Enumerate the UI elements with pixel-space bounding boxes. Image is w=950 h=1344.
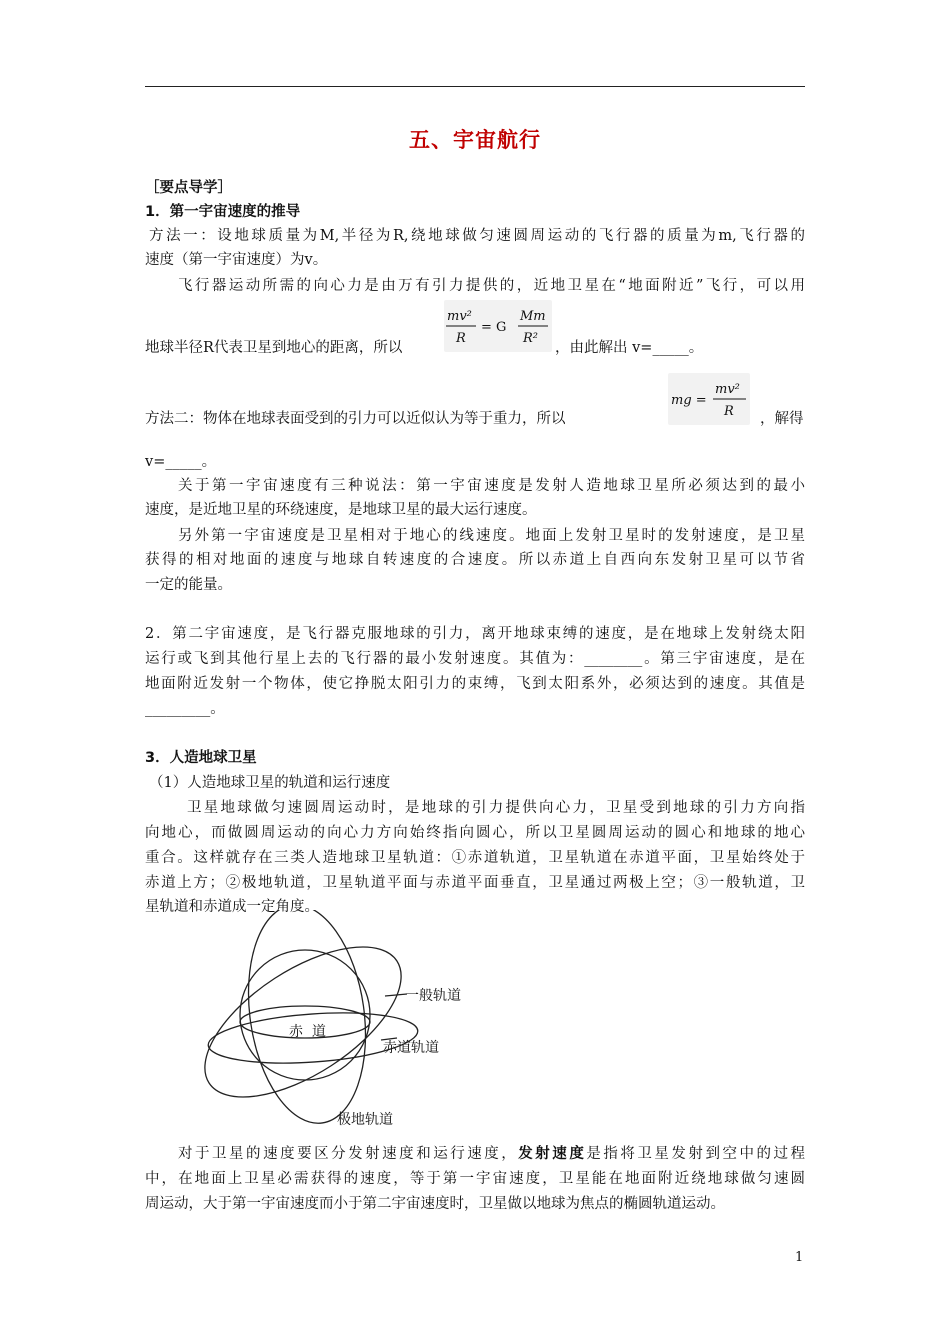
paragraph-second-cosmic-line3: 地面附近发射一个物体，使它挣脱太阳引力的束缚，飞到太阳系外，必须达到的速度。其值是 [145, 676, 805, 692]
paragraph-launch-velocity-line2: 获得的相对地面的速度与地球自转速度的合速度。所以赤道上自西向东发射卫星可以节省 [145, 552, 805, 568]
paragraph-method-one-line2: 速度（第一宇宙速度）为v。 [145, 252, 328, 268]
subheading-orbit-and-speed: （1）人造地球卫星的轨道和运行速度 [149, 775, 391, 791]
heading-first-cosmic-velocity: 1．第一宇宙速度的推导 [145, 204, 301, 220]
label-general-orbit: 一般轨道 [405, 988, 461, 1004]
paragraph-orbits-line4: 赤道上方；②极地轨道，卫星轨道平面与赤道平面垂直，卫星通过两极上空；③一般轨道，卫 [145, 875, 805, 891]
formula-f2-lhs: mg = [671, 393, 707, 408]
paragraph-orbits-line5: 星轨道和赤道成一定角度。 [145, 899, 319, 915]
paragraph-launch-speed-line1 [178, 1144, 805, 1164]
formula-gravity-equals-centripetal [444, 300, 552, 352]
paragraph-method-one-line1: 方法一：设地球质量为M,半径为R,绕地球做匀速圆周运动的飞行器的质量为m,飞行器的 [149, 228, 805, 244]
header-rule [145, 86, 805, 87]
satellite-orbits-figure [185, 910, 485, 1135]
paragraph-second-cosmic-line4: _________。 [145, 701, 225, 717]
polar-orbit-ellipse [235, 910, 379, 1131]
paragraph-centripetal-line1: 飞行器运动所需的向心力是由万有引力提供的，近地卫星在“地面附近”飞行，可以用 [178, 278, 805, 294]
paragraph-centripetal-line2-left: 地球半径R代表卫星到地心的距离，所以 [145, 340, 403, 356]
paragraph-orbits-line3: 重合。这样就存在三类人造地球卫星轨道：①赤道轨道，卫星轨道在赤道平面，卫星始终处于 [145, 850, 805, 866]
paragraph-orbits-line1: 卫星地球做匀速圆周运动时，是地球的引力提供向心力，卫星受到地球的引力方向指 [187, 800, 805, 816]
general-orbit-pointer [385, 994, 407, 996]
paragraph-second-cosmic-line2: 运行或飞到其他行星上去的飞行器的最小发射速度。其值为：________。第三宇宙速度，是在 [145, 651, 805, 667]
formula-mg-equals-centripetal [668, 373, 750, 425]
heading-artificial-satellite: 3．人造地球卫星 [145, 750, 257, 766]
page-title: 五、宇宙航行 [409, 128, 541, 152]
paragraph-launch-speed-post: 是指将卫星发射到空中的过程 [586, 1146, 806, 1162]
formula-f1-num-left: mv² [447, 309, 472, 324]
paragraph-launch-speed-line2: 中，在地面上卫星必需获得的速度，等于第一宇宙速度，卫星能在地面附近绕地球做匀速圆 [145, 1171, 805, 1187]
page-number: 1 [795, 1250, 804, 1265]
paragraph-centripetal-line2-right: ，由此解出 v=_____。 [555, 340, 704, 356]
formula-f1-num-right: Mm [520, 309, 546, 324]
label-equatorial-orbit: 赤道轨道 [383, 1040, 439, 1056]
formula-f1-eq: = G [481, 320, 507, 335]
section-label: ［要点导学］ [145, 180, 232, 196]
paragraph-second-cosmic-line1: 2．第二宇宙速度，是飞行器克服地球的引力，离开地球束缚的速度，是在地球上发射绕太阳 [145, 626, 805, 642]
formula-f2-num: mv² [715, 382, 740, 397]
paragraph-three-statements-line1: 关于第一宇宙速度有三种说法：第一宇宙速度是发射人造地球卫星所必须达到的最小 [178, 478, 805, 494]
paragraph-launch-speed-line3: 周运动，大于第一宇宙速度而小于第二宇宙速度时，卫星做以地球为焦点的椭圆轨道运动。 [145, 1196, 725, 1212]
formula-f1-den-right: R² [523, 331, 538, 346]
paragraph-launch-speed-pre: 对于卫星的速度要区分发射速度和运行速度， [178, 1146, 519, 1162]
paragraph-launch-velocity-line1: 另外第一宇宙速度是卫星相对于地心的线速度。地面上发射卫星时的发射速度，是卫星 [178, 528, 805, 544]
label-polar-orbit: 极地轨道 [337, 1112, 393, 1128]
launch-speed-term: 发射速度 [518, 1146, 587, 1162]
paragraph-method-two-left: 方法二：物体在地球表面受到的引力可以近似认为等于重力，所以 [145, 411, 566, 427]
formula-f2-den: R [724, 404, 734, 419]
paragraph-orbits-line2: 向地心，而做圆周运动的向心力方向始终指向圆心，所以卫星圆周运动的圆心和地球的地心 [145, 825, 805, 841]
paragraph-method-two-answer: v=_____。 [145, 454, 217, 470]
formula-f1-den-left: R [456, 331, 466, 346]
paragraph-launch-velocity-line3: 一定的能量。 [145, 577, 232, 593]
paragraph-method-two-right: ，解得 [760, 411, 804, 427]
general-orbit-ellipse [185, 917, 425, 1126]
paragraph-three-statements-line2: 速度，是近地卫星的环绕速度，是地球卫星的最大运行速度。 [145, 502, 537, 518]
label-equator: 赤 道 [289, 1024, 326, 1040]
